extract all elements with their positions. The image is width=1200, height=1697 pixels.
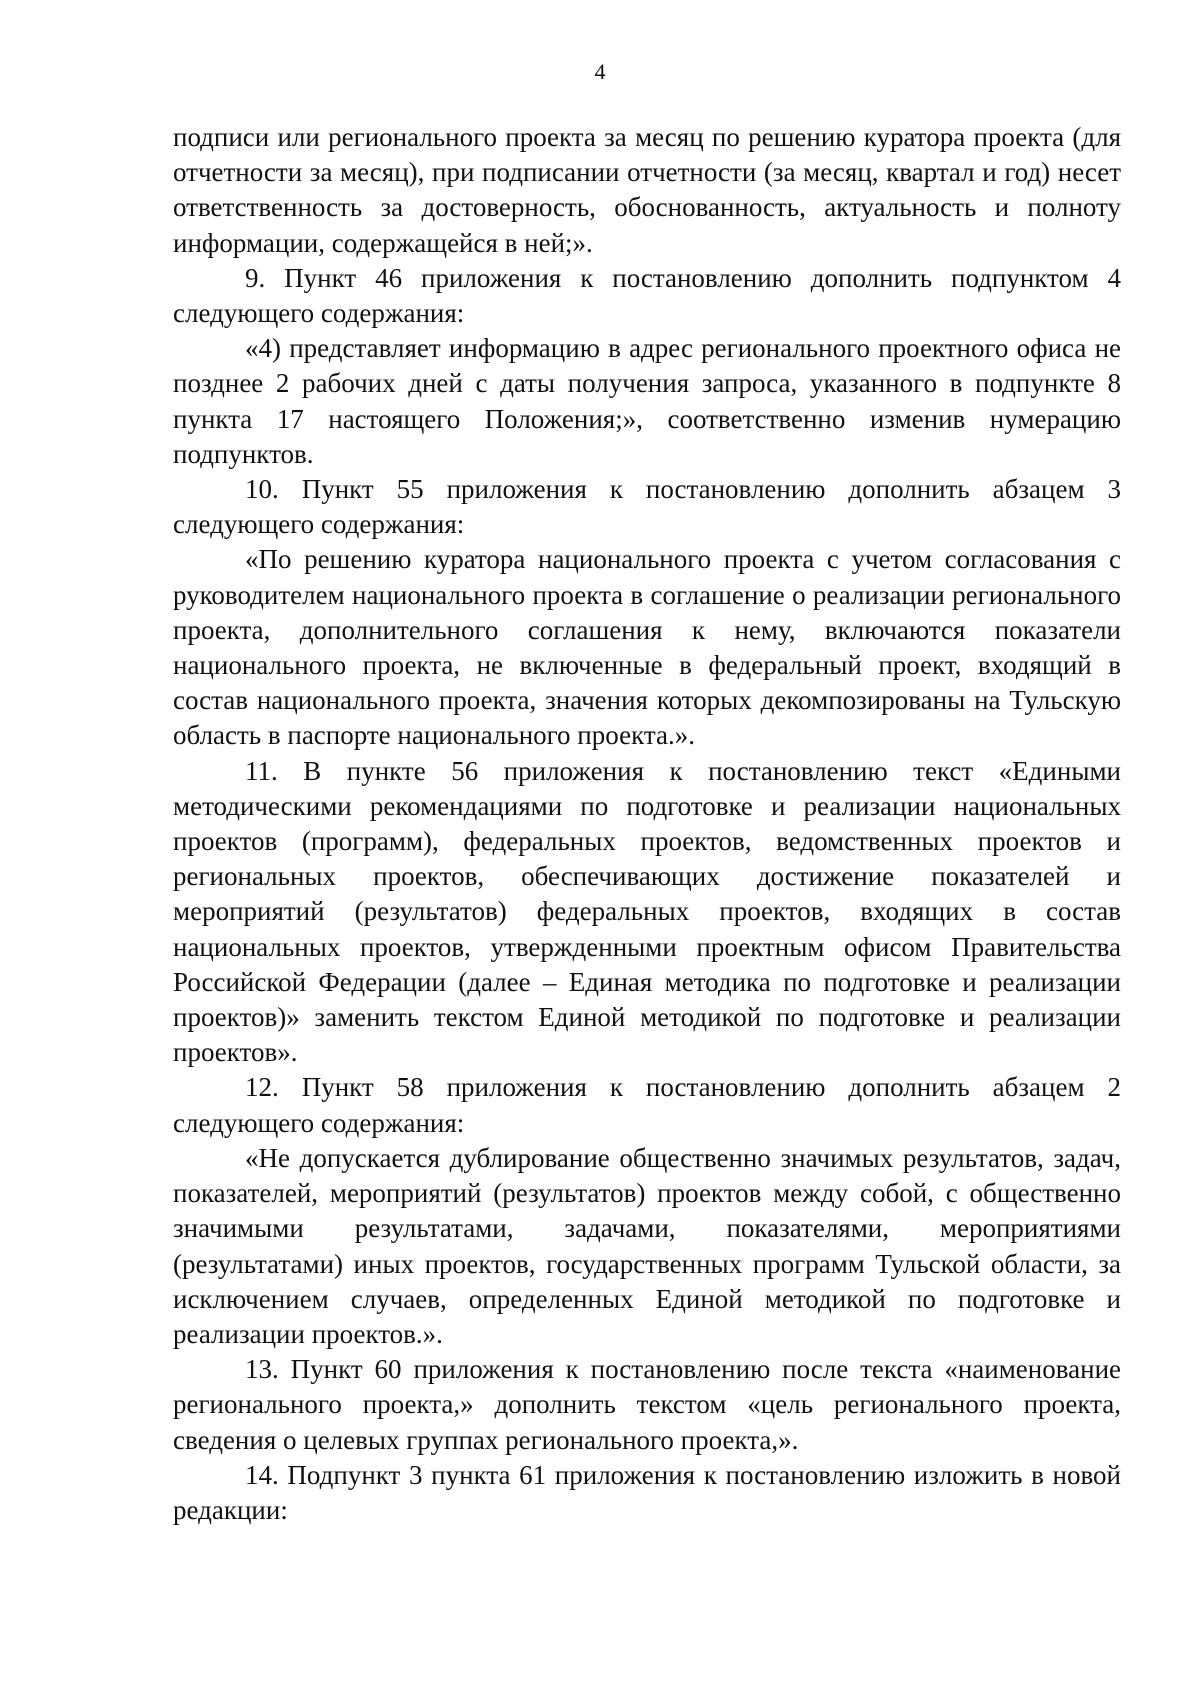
paragraph-item-10-quote: «По решению куратора национального проекта с учетом согласования с руководителем национального проекта в соглашение о реализации регионального проекта, дополнительного соглашения к нему, включаются показатели национального проекта, не включенные в федеральный проект, входящий в состав национального проекта, значения которых декомпозированы на Тульскую область в паспорте национального проекта.». [173, 544, 1121, 751]
paragraph-item-9-quote: «4) представляет информацию в адрес регионального проектного офиса не позднее 2 рабочих дней с даты получения запроса, указанного в подпункте 8 пункта 17 настоящего Положения;», соответственно изменив нумерацию подпунктов. [173, 333, 1121, 469]
paragraph-item-12: 12. Пункт 58 приложения к постановлению дополнить абзацем 2 следующего содержания: [173, 1072, 1121, 1138]
paragraph-continuation: подписи или регионального проекта за месяц по решению куратора проекта (для отчетности за месяц), при подписании отчетности (за месяц, квартал и год) несет ответственность за достоверность, обоснованность, актуальность и полноту информации, содержащейся в ней;». [173, 122, 1121, 258]
paragraph-item-11: 11. В пункте 56 приложения к постановлению текст «Едиными методическими рекомендациями по подготовке и реализации национальных проектов (программ), федеральных проектов, ведомственных проектов и региональных проектов, обеспечивающих достижение показателей и мероприятий (результатов) федеральных проектов, входящих в состав национальных проектов, утвержденными проектным офисом Правительства Российской Федерации (далее – Единая методика по подготовке и реализации проектов)» заменить текстом Единой методикой по подготовке и реализации проектов». [173, 755, 1121, 1068]
paragraph-item-13: 13. Пункт 60 приложения к постановлению после текста «наименование регионального проекта,» дополнить текстом «цель регионального проекта, сведения о целевых группах регионального проекта,». [173, 1354, 1121, 1455]
paragraph-item-14: 14. Подпункт 3 пункта 61 приложения к постановлению изложить в новой редакции: [173, 1459, 1121, 1525]
paragraph-item-12-quote: «Не допускается дублирование общественно значимых результатов, задач, показателей, мероприятий (результатов) проектов между собой, с общественно значимыми результатами, задачами, показателями, мероприятиями (результатами) иных проектов, государственных программ Тульской области, за исключением случаев, определенных Единой методикой по подготовке и реализации проектов.». [173, 1142, 1121, 1349]
page-number: 4 [594, 59, 606, 84]
paragraph-item-9: 9. Пункт 46 приложения к постановлению дополнить подпунктом 4 следующего содержания: [173, 262, 1121, 329]
document-body [173, 120, 1121, 1528]
paragraph-item-10: 10. Пункт 55 приложения к постановлению дополнить абзацем 3 следующего содержания: [173, 474, 1121, 540]
